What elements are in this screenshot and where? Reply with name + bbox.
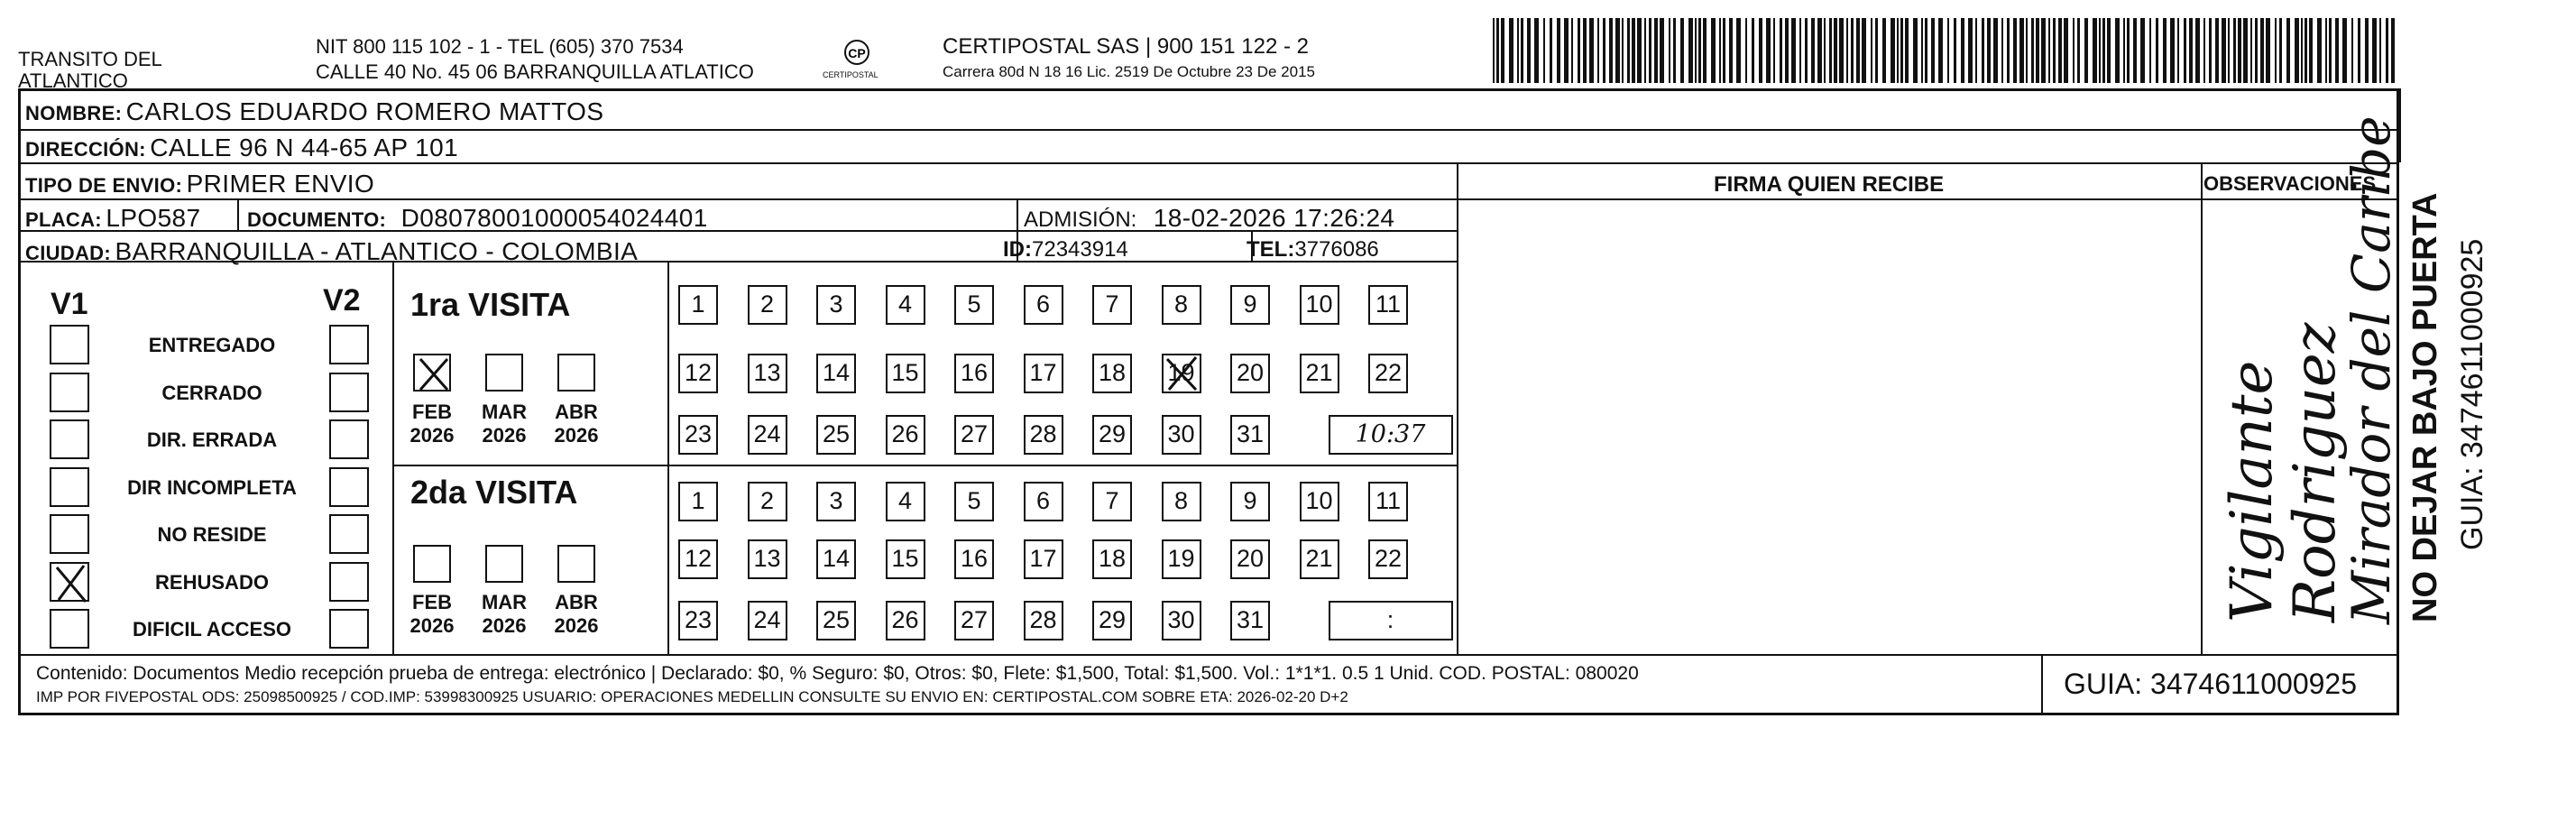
visit2-day-box[interactable]: 11 (1368, 482, 1408, 521)
visit1-title: 1ra VISITA (410, 286, 571, 323)
visit2-day-box[interactable]: 15 (886, 539, 925, 579)
visit2-day-box[interactable]: 14 (816, 539, 856, 579)
visit2-day-box[interactable]: 7 (1092, 482, 1132, 521)
documento-row (247, 204, 708, 233)
handwritten-line1: Vigilante (2219, 360, 2286, 622)
visit2-day-box[interactable]: 4 (886, 482, 925, 521)
side-guia-text: GUIA: 3474611000925 (2455, 238, 2489, 550)
logo-text: CERTIPOSTAL (823, 70, 879, 79)
visit2-day-box[interactable]: 6 (1024, 482, 1063, 521)
visit1-day-box[interactable]: 3 (816, 285, 856, 325)
ciudad-row (25, 237, 638, 266)
visit1-day-box[interactable]: 2 (748, 285, 787, 325)
documento-label: DOCUMENTO: (247, 208, 387, 231)
visit2-day-box[interactable]: 19 (1162, 539, 1201, 579)
visit1-day-box[interactable]: 21 (1300, 354, 1339, 393)
visit2-day-box[interactable]: 3 (816, 482, 856, 521)
company-name: CERTIPOSTAL SAS | 900 151 122 - 2 (943, 34, 1309, 59)
visit2-day-box[interactable]: 29 (1092, 601, 1132, 640)
visit1-month-box[interactable] (557, 354, 595, 392)
visit1-day-box[interactable]: 16 (954, 354, 994, 393)
visit2-time-box[interactable]: : (1329, 601, 1453, 640)
visit1-day-box[interactable]: 12 (678, 354, 718, 393)
tel-label: TEL: (1247, 237, 1295, 262)
visit2-month-box[interactable] (485, 545, 523, 583)
visit1-day-box[interactable]: 25 (816, 415, 856, 455)
v2-checkbox[interactable] (329, 325, 369, 364)
visit2-day-box[interactable]: 25 (816, 601, 856, 640)
visit1-day-box[interactable]: 15 (886, 354, 925, 393)
visit2-day-box[interactable]: 27 (954, 601, 994, 640)
visit2-day-box[interactable]: 24 (748, 601, 787, 640)
v2-label: V2 (323, 283, 361, 318)
barcode (1493, 18, 2395, 88)
visit2-day-box[interactable]: 16 (954, 539, 994, 579)
id-label: ID: (1003, 237, 1032, 262)
visit2-day-box[interactable]: 1 (678, 482, 718, 521)
visit2-day-box[interactable]: 26 (886, 601, 925, 640)
visit2-day-box[interactable]: 20 (1230, 539, 1270, 579)
status-label: ENTREGADO (148, 334, 276, 356)
visit1-day-box[interactable]: 4 (886, 285, 925, 325)
visit1-day-box[interactable]: 14 (816, 354, 856, 393)
visit2-month-label: MAR 2026 (481, 591, 528, 637)
observaciones-label: OBSERVACIONES (2203, 172, 2377, 195)
visit2-day-box[interactable]: 22 (1368, 539, 1408, 579)
v1-checkbox[interactable] (50, 419, 89, 459)
id-row (1003, 237, 1128, 263)
visit2-day-box[interactable]: 9 (1230, 482, 1270, 521)
handwritten-line3: Mirador del Caribe (2341, 115, 2402, 624)
sender-name: TRANSITO DEL ATLANTICO (18, 48, 161, 92)
visit2-day-box[interactable]: 31 (1230, 601, 1270, 640)
visit2-day-box[interactable]: 18 (1092, 539, 1132, 579)
v1-checkbox[interactable] (50, 514, 89, 554)
status-label: CERRADO (161, 381, 262, 404)
placa-label: PLACA: (25, 208, 102, 231)
visit1-month-box[interactable] (485, 354, 523, 392)
visit1-day-box[interactable]: 11 (1368, 285, 1408, 325)
visit2-month-box[interactable] (413, 545, 451, 583)
visit1-day-box[interactable]: 28 (1024, 415, 1063, 455)
visit1-day-box[interactable]: 5 (954, 285, 994, 325)
svg-text:CP: CP (848, 46, 866, 60)
v2-checkbox[interactable] (329, 373, 369, 412)
visit2-day-box[interactable]: 13 (748, 539, 787, 579)
visit1-day-box[interactable]: 31 (1230, 415, 1270, 455)
v1-checkbox[interactable] (50, 325, 89, 364)
visit1-day-box[interactable]: 24 (748, 415, 787, 455)
visit2-day-box[interactable]: 17 (1024, 539, 1063, 579)
v1-checkbox[interactable] (50, 562, 89, 602)
handwritten-line2: Rodriguez (2282, 322, 2349, 622)
visit1-day-box[interactable]: 30 (1162, 415, 1201, 455)
tipo-label: TIPO DE ENVIO: (25, 174, 183, 197)
status-label: DIR. ERRADA (146, 428, 278, 451)
tel-row (1247, 237, 1379, 263)
nombre-label: NOMBRE: (25, 102, 123, 124)
visit1-day-box[interactable]: 29 (1092, 415, 1132, 455)
ciudad-value: BARRANQUILLA - ATLANTICO - COLOMBIA (115, 237, 639, 265)
visit1-month-box[interactable] (413, 354, 451, 392)
visit2-day-box[interactable]: 28 (1024, 601, 1063, 640)
visit1-day-box[interactable]: 27 (954, 415, 994, 455)
v1-checkbox[interactable] (50, 373, 89, 412)
visit1-day-box[interactable]: 18 (1092, 354, 1132, 393)
status-label: DIFICIL ACCESO (132, 618, 291, 640)
form-grid (18, 88, 2399, 715)
admision-value: 18-02-2026 17:26:24 (1153, 204, 1395, 232)
visit2-day-box[interactable]: 30 (1162, 601, 1201, 640)
v1-checkbox[interactable] (50, 609, 89, 649)
nombre-row (25, 97, 603, 126)
visit1-day-box[interactable]: 1 (678, 285, 718, 325)
visit2-title: 2da VISITA (410, 474, 578, 511)
visit1-month-label: MAR 2026 (481, 401, 528, 447)
footer-imp: IMP POR FIVEPOSTAL ODS: 25098500925 / COD.IMP: 53998300925 USUARIO: OPERACIONES MEDELLIN CONSULTE SU ENVIO EN: CERTIPOSTAL.COM SOBRE ETA: 2026-02-20 D+2 (36, 688, 1348, 705)
footer-guia: GUIA: 3474611000925 (2064, 668, 2357, 700)
visit1-day-box[interactable]: 22 (1368, 354, 1408, 393)
status-label: REHUSADO (155, 570, 269, 594)
visit1-day-box[interactable]: 9 (1230, 285, 1270, 325)
direccion-label: DIRECCIÓN: (25, 138, 146, 161)
status-label: NO RESIDE (157, 523, 267, 546)
visit2-day-box[interactable]: 2 (748, 482, 787, 521)
direccion-value: CALLE 96 N 44-65 AP 101 (150, 134, 459, 161)
visit2-day-box[interactable]: 21 (1300, 539, 1339, 579)
nombre-value: CARLOS EDUARDO ROMERO MATTOS (125, 97, 604, 125)
visit1-day-box[interactable]: 20 (1230, 354, 1270, 393)
visit2-day-box[interactable]: 23 (678, 601, 718, 640)
visit1-month-label: ABR 2026 (554, 401, 599, 447)
visit1-day-box[interactable]: 8 (1162, 285, 1201, 325)
sender-nit: NIT 800 115 102 - 1 - TEL (605) 370 7534 (316, 35, 684, 58)
v1-label: V1 (51, 287, 88, 321)
visit1-day-box[interactable]: 13 (748, 354, 787, 393)
visit1-day-box[interactable]: 23 (678, 415, 718, 455)
visit1-day-box[interactable]: 7 (1092, 285, 1132, 325)
visit2-day-box[interactable]: 5 (954, 482, 994, 521)
visit2-month-label: FEB 2026 (409, 591, 455, 637)
visit1-day-box[interactable]: 10 (1300, 285, 1339, 325)
company-license: Carrera 80d N 18 16 Lic. 2519 De Octubre 23 De 2015 (943, 63, 1315, 80)
placa-value: LPO587 (106, 204, 201, 232)
tipo-value: PRIMER ENVIO (186, 170, 375, 198)
ciudad-label: CIUDAD: (25, 242, 111, 264)
visit2-month-box[interactable] (557, 545, 595, 583)
documento-value: D08078001000054024401 (400, 204, 708, 232)
visit1-day-box[interactable]: 26 (886, 415, 925, 455)
id-value: 72343914 (1032, 237, 1128, 262)
visit1-day-box[interactable]: 6 (1024, 285, 1063, 325)
visit1-day-box[interactable]: 17 (1024, 354, 1063, 393)
v2-checkbox[interactable] (329, 562, 369, 602)
firma-label: FIRMA QUIEN RECIBE (1714, 172, 1945, 197)
visit2-day-box[interactable]: 12 (678, 539, 718, 579)
v2-checkbox[interactable] (329, 467, 369, 507)
visit1-month-label: FEB 2026 (409, 401, 455, 447)
admision-row (1024, 204, 1394, 233)
placa-row (25, 204, 201, 233)
tel-value: 3776086 (1294, 237, 1379, 262)
visit2-month-label: ABR 2026 (554, 591, 599, 637)
admision-label: ADMISIÓN: (1024, 207, 1137, 232)
visit1-day-box[interactable]: 19 (1162, 354, 1201, 393)
v2-checkbox[interactable] (329, 609, 369, 649)
tipo-row (25, 170, 374, 198)
footer-contenido: Contenido: Documentos Medio recepción prueba de entrega: electrónico | Declarado: $0, % Seguro: $0, Otros: $0, Flete: $1,500, Total: $1,500. Vol.: 1*1*1. 0.5 1 Unid. COD. POSTAL: 080020 (36, 663, 1639, 684)
v2-checkbox[interactable] (329, 514, 369, 554)
sender-address: CALLE 40 No. 45 06 BARRANQUILLA ATLATICO (316, 60, 754, 83)
v1-checkbox[interactable] (50, 467, 89, 507)
visit2-day-box[interactable]: 10 (1300, 482, 1339, 521)
status-label: DIR INCOMPLETA (127, 475, 297, 499)
visit2-day-box[interactable]: 8 (1162, 482, 1201, 521)
v2-checkbox[interactable] (329, 419, 369, 459)
visit1-time-box[interactable]: 10:37 (1329, 415, 1453, 455)
direccion-row (25, 134, 458, 162)
no-dejar-text: NO DEJAR BAJO PUERTA (2406, 192, 2444, 622)
